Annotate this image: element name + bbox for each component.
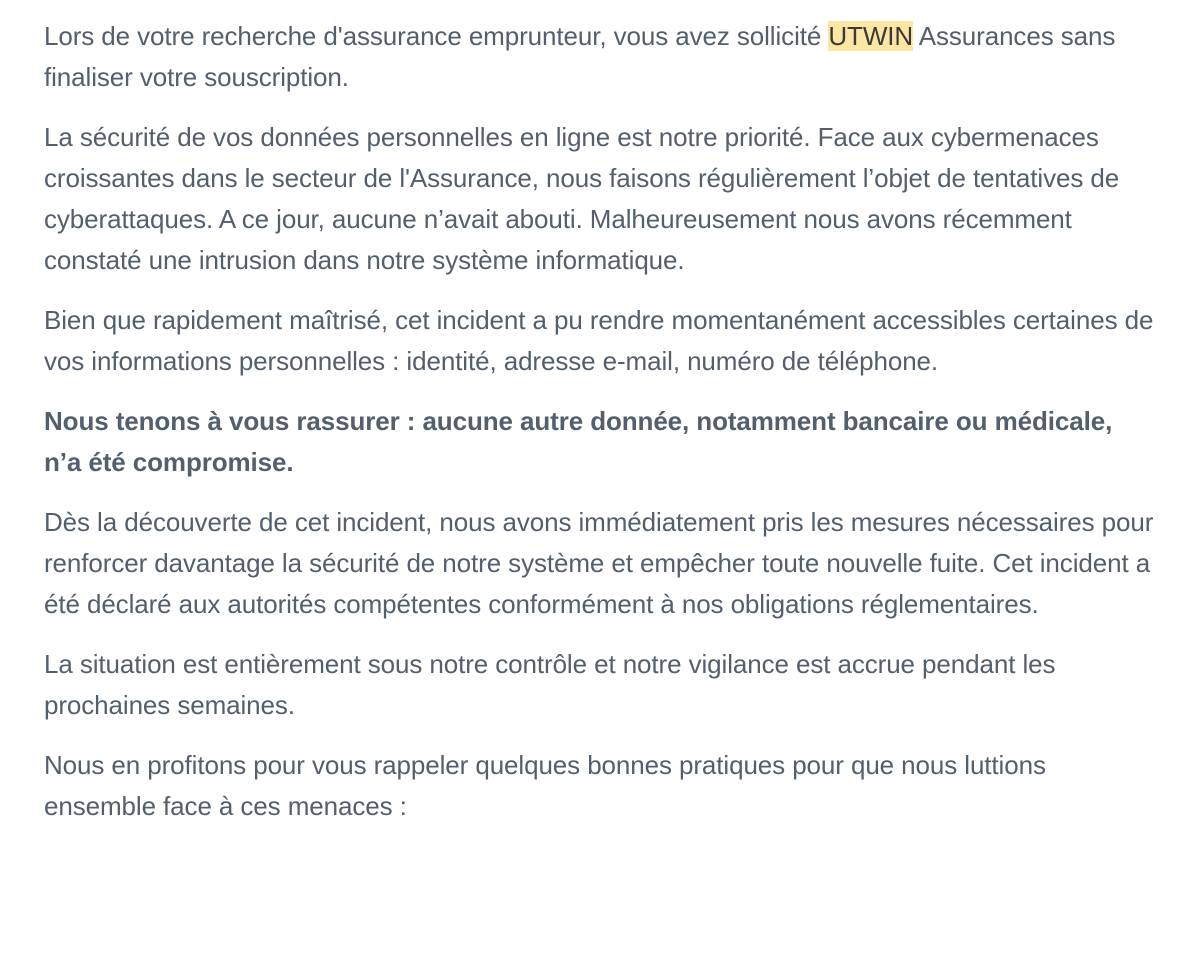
paragraph-good-practices: Nous en profitons pour vous rappeler quelques bonnes pratiques pour que nous luttions ensemble face à ces menaces :	[44, 750, 1046, 821]
paragraph-security: La sécurité de vos données personnelles en ligne est notre priorité. Face aux cybermenaces croissantes dans le secteur de l'Assurance, nous faisons régulièrement l’objet de tentatives de cyberattaques. A ce jour, aucune n’avait abouti. Malheureusement nous avons récemment constaté une intrusion dans notre système informatique.	[44, 122, 1120, 275]
paragraph-intro	[44, 16, 1154, 98]
intro-text-before: Lors de votre recherche d'assurance emprunteur, vous avez sollicité	[44, 21, 829, 51]
intro-text-after: Assurances sans finaliser votre souscription.	[44, 21, 1116, 92]
email-body	[44, 16, 1154, 846]
paragraph-measures: Dès la découverte de cet incident, nous avons immédiatement pris les mesures nécessaires pour renforcer davantage la sécurité de notre système et empêcher toute nouvelle fuite. Cet incident a été déclaré aux autorités compétentes conformément à nos obligations réglementaires.	[44, 507, 1154, 619]
paragraph-incident: Bien que rapidement maîtrisé, cet incident a pu rendre momentanément accessibles certaines de vos informations personnelles : identité, adresse e-mail, numéro de téléphone.	[44, 305, 1154, 376]
paragraph-control: La situation est entièrement sous notre contrôle et notre vigilance est accrue pendant les prochaines semaines.	[44, 649, 1056, 720]
brand-highlight: UTWIN	[828, 21, 914, 51]
paragraph-reassurance: Nous tenons à vous rassurer : aucune autre donnée, notamment bancaire ou médicale, n’a été compromise.	[44, 406, 1113, 477]
